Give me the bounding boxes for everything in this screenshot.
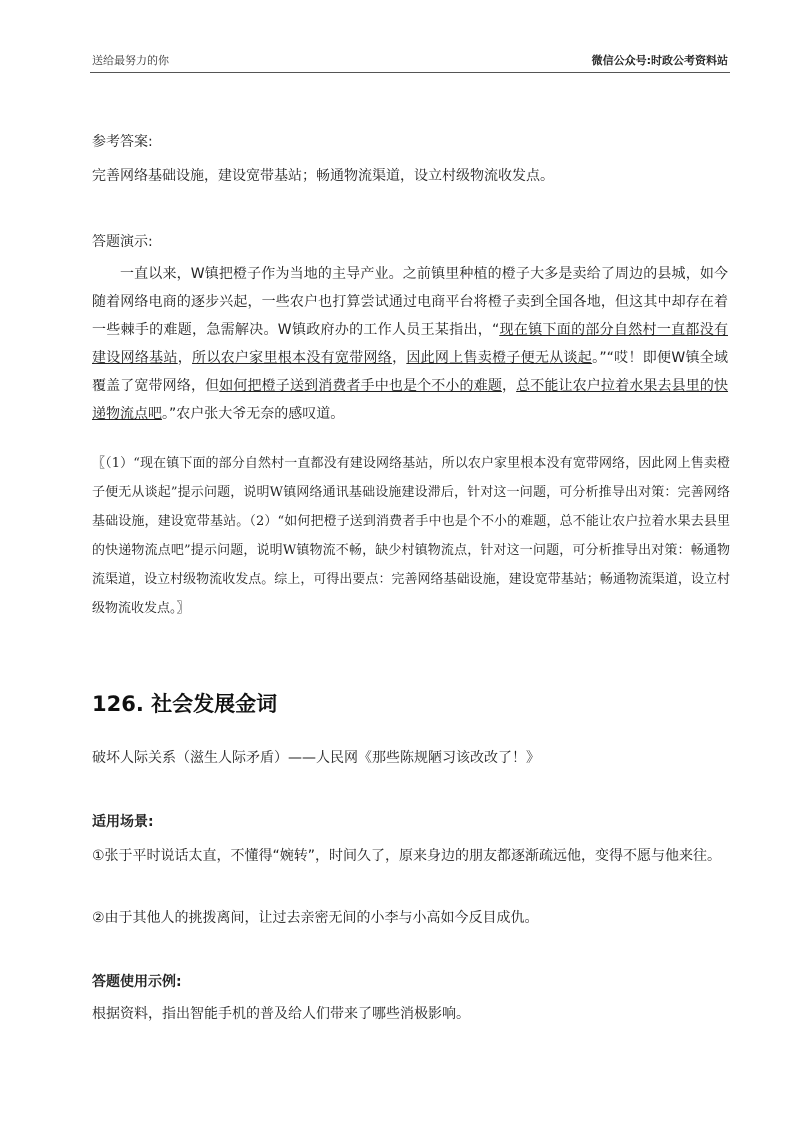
header-divider <box>90 72 730 73</box>
demo-text: 。”“哎！即便W镇全域覆盖了宽带网络，但 <box>92 350 729 394</box>
scene-label: 适用场景: <box>92 814 154 830</box>
reference-answer-text: 完善网络基础设施，建设宽带基站；畅通物流渠道，设立村级物流收发点。 <box>92 168 554 184</box>
demo-text: ， <box>392 350 407 366</box>
quote-line: 破坏人际关系（滋生人际矛盾）——人民网《那些陈规陋习该改改了！》 <box>92 750 540 766</box>
demo-text: 。”农户张大爷无奈的感叹道。 <box>162 406 345 422</box>
demo-text: ， <box>177 350 193 366</box>
scene-item-2: ②由于其他人的挑拨离间，让过去亲密无间的小李与小高如今反目成仇。 <box>92 910 539 926</box>
underlined-phrase: 总不能让农户拉着水果去县里的快递物流点吧 <box>92 378 729 422</box>
answer-demo-label: 答题演示: <box>92 234 153 250</box>
underlined-phrase: 因此网上售卖橙子便无从谈起 <box>406 350 593 366</box>
example-label: 答题使用示例: <box>92 974 182 990</box>
answer-demo-paragraph <box>92 260 728 428</box>
scene-item-1: ①张于平时说话太直，不懂得“婉转”，时间久了，原来身边的朋友都逐渐疏远他，变得不愿与他来往。 <box>92 848 722 864</box>
reference-answer-label: 参考答案: <box>92 134 153 150</box>
header-wechat-account: 微信公众号:时政公考资料站 <box>591 54 728 67</box>
underlined-phrase: 现在镇下面的部分自然村一直都没有建设网络基站 <box>92 322 728 366</box>
example-text: 根据资料，指出智能手机的普及给人们带来了哪些消极影响。 <box>92 1006 470 1022</box>
underlined-phrase: 如何把橙子送到消费者手中也是个不小的难题 <box>219 378 502 394</box>
analysis-paragraph: 〖（1）“现在镇下面的部分自然村一直都没有建设网络基站，所以农户家里根本没有宽带网络，因此网上售卖橙子便无从谈起”提示问题，说明W镇网络通讯基础设施建设滞后，针对这一问题，可分析推导出对策：完善网络基础设施，建设宽带基站。（2）“如何把橙子送到消费者手中也是个不小的难题，总不能让农户拉着水果去县里的快递物流点吧”提示问题，说明W镇物流不畅，缺少村镇物流点，针对这一问题，可分析推导出对策：畅通物流渠道，设立村级物流收发点。综上，可得出要点：完善网络基础设施，建设宽带基站；畅通物流渠道，设立村级物流收发点。〗 <box>92 456 730 616</box>
header-slogan: 送给最努力的你 <box>92 54 169 67</box>
demo-text: 一直以来，W镇把橙子作为当地的主导产业。之前镇里种植的橙子大多是卖给了周边的县城，如今随着网络电商的逐步兴起，一些农户也打算尝试通过电商平台将橙子卖到全国各地，但这其中却存在着一些棘手的难题，急需解决。W镇政府办的工作人员王某指出，“ <box>92 266 728 338</box>
underlined-phrase: 所以农户家里根本没有宽带网络 <box>192 350 393 366</box>
section-heading: 126. 社会发展金词 <box>92 692 278 716</box>
demo-text: ， <box>501 378 517 394</box>
